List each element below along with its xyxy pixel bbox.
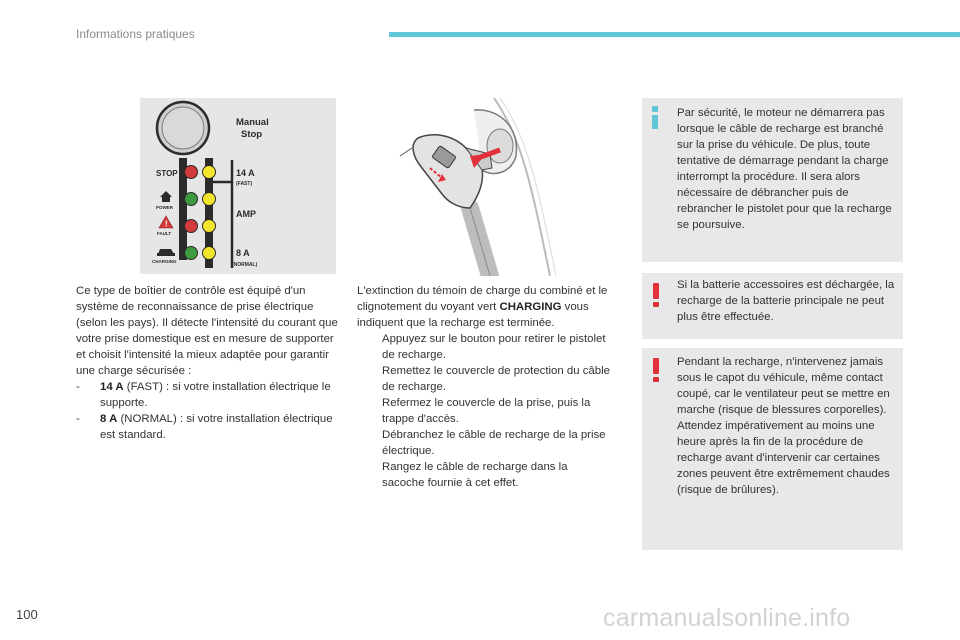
control-box-intro: Ce type de boîtier de contrôle est équipé d'un système de reconnaissance de prise électrique (selon les pays). Il détecte l'intensité du courant que votre prise domestique est en mesure de supporter et choisit l'intensité la mieux adaptée pour garantir une charge sécurisée : (76, 285, 338, 377)
header-accent-bar (389, 32, 960, 37)
stop-led-icon (185, 166, 198, 179)
warning-note-hood (642, 348, 903, 550)
warning-note-hood-text: Pendant la recharge, n'intervenez jamais sous le capot du véhicule, même contact coupé, car le ventilateur peut se mettre en marche (risque de blessures corporelles). Attendez impérativement au moins une heure après la fin de la procédure de recharge avant d'intervenir car certaines zones peuvent être extrêmement chaudes (risque de brûlures). (677, 356, 890, 496)
stop-led-label: STOP (156, 169, 178, 178)
end-of-charge-instructions (357, 283, 613, 491)
led-14a-icon (203, 166, 216, 179)
amp-option-bold: 14 A (100, 381, 124, 393)
led-amp-mid-icon (203, 193, 216, 206)
step-item (357, 331, 613, 363)
intro-text-end: vous indiquent que la recharge est terminée. (357, 301, 589, 329)
warning-note-battery (642, 273, 903, 339)
svg-text:!: ! (165, 219, 168, 229)
amp-label: AMP (236, 209, 256, 219)
control-box-description (76, 283, 338, 443)
charging-label: CHARGING (152, 259, 177, 264)
warning-icon (652, 283, 660, 307)
amp-option-bold: 8 A (100, 413, 118, 425)
page-number: 100 (16, 607, 38, 622)
step-item (357, 427, 613, 459)
amp-14-label: 14 A (236, 168, 255, 178)
fault-led-icon (185, 220, 198, 233)
power-led-icon (185, 193, 198, 206)
amp-option-14a (76, 379, 338, 411)
manual-label: Manual (236, 117, 269, 128)
charging-led-icon (185, 247, 198, 260)
warning-icon (652, 358, 660, 382)
amp-14-sub-label: (FAST) (236, 181, 253, 187)
step-item (357, 395, 613, 427)
dash-marker: - (76, 381, 80, 393)
stop-label: Stop (241, 129, 263, 140)
info-note (642, 98, 903, 262)
step-text: Remettez le couvercle de protection du câble de recharge. (382, 365, 610, 393)
led-amp-low-icon (203, 220, 216, 233)
section-title: Informations pratiques (76, 27, 195, 41)
amp-option-text: (NORMAL) : si votre installation électrique est standard. (100, 413, 333, 441)
step-text: Rangez le câble de recharge dans la sacoche fournie à cet effet. (382, 461, 568, 489)
charging-keyword: CHARGING (499, 301, 562, 313)
led-8a-icon (203, 247, 216, 260)
home-icon (160, 191, 172, 202)
power-label: POWER (156, 205, 174, 210)
watermark: carmanualsonline.info (603, 604, 851, 632)
amp-option-text: (FAST) : si votre installation électrique le supporte. (100, 381, 331, 409)
amp-option-8a (76, 411, 338, 443)
info-icon (652, 106, 658, 129)
warning-note-battery-text: Si la batterie accessoires est déchargée, la recharge de la batterie principale ne peut plus être effectuée. (677, 279, 895, 323)
step-item (357, 363, 613, 395)
step-item (357, 459, 613, 491)
fault-label: FAULT (157, 231, 172, 236)
amp-8-sub-label: (NORMAL) (232, 262, 258, 268)
info-note-text: Par sécurité, le moteur ne démarrera pas lorsque le câble de recharge est branché sur la prise du véhicule. De plus, toute tentative de démarrage pendant la charge interrompt la procédure. Il sera alors nécessaire de débrancher puis de rebrancher le pistolet pour que la recharge se poursuive. (677, 107, 892, 231)
end-of-charge-intro (357, 283, 613, 331)
step-text: Refermez le couvercle de la prise, puis la trappe d'accès. (382, 397, 591, 425)
dash-marker: - (76, 413, 80, 425)
plug-illustration-svg (382, 98, 572, 276)
charging-plug-figure (382, 98, 572, 276)
amp-8-label: 8 A (236, 248, 250, 258)
intro-text: L'extinction du témoin de charge du combiné et le clignotement du voyant vert (357, 285, 608, 313)
control-box-svg (140, 98, 336, 274)
step-text: Appuyez sur le bouton pour retirer le pistolet de recharge. (382, 333, 606, 361)
step-text: Débranchez le câble de recharge de la prise électrique. (382, 429, 606, 457)
control-box-figure (140, 98, 336, 274)
